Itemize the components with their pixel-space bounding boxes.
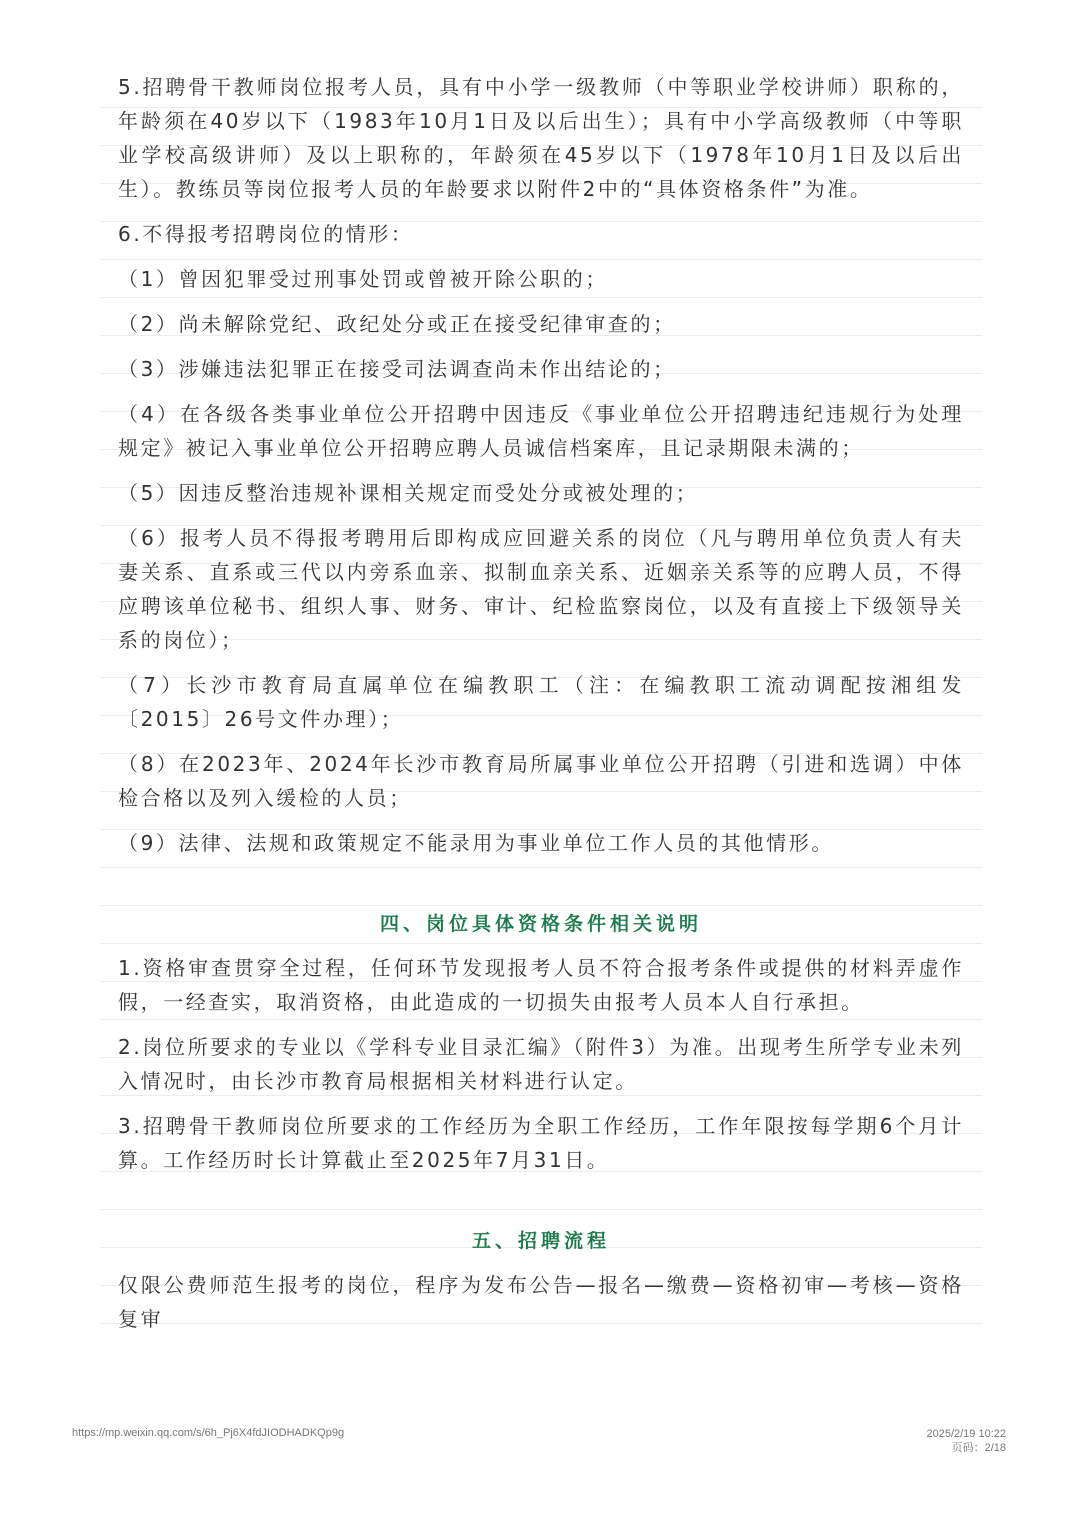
disqualification-intro: 6.不得报考招聘岗位的情形：: [118, 222, 414, 246]
disqualification-item-4: （4）在各级各类事业单位公开招聘中因违反《事业单位公开招聘违纪违规行为处理规定》被记入事业单位公开招聘应聘人员诚信档案库，且记录期限未满的；: [118, 402, 964, 460]
footer-meta: [926, 1427, 1006, 1455]
print-datetime: 2025/2/19 10:22: [926, 1428, 1006, 1440]
article-body: [100, 70, 982, 1347]
source-url[interactable]: https://mp.weixin.qq.com/s/6h_Pj6X4fdJIODHADKQp9g: [72, 1427, 345, 1439]
disqualification-item-2: （2）尚未解除党纪、政纪处分或正在接受纪律审查的；: [118, 312, 676, 336]
section-4-paragraph-1: 1.资格审查贯穿全过程，任何环节发现报考人员不符合报考条件或提供的材料弄虚作假，一经查实，取消资格，由此造成的一切损失由报考人员本人自行承担。: [118, 956, 964, 1014]
age-requirement-paragraph: 5.招聘骨干教师岗位报考人员，具有中小学一级教师（中等职业学校讲师）职称的，年龄须在40岁以下（1983年10月1日及以后出生）；具有中小学高级教师（中等职业学校高级讲师）及以上职称的，年龄须在45岁以下（1978年10月1日及以后出生）。教练员等岗位报考人员的年龄要求以附件2中的“具体资格条件”为准。: [118, 75, 964, 201]
disqualification-item-1: （1）曾因犯罪受过刑事处罚或曾被开除公职的；: [118, 267, 608, 291]
disqualification-item-7: （7）长沙市教育局直属单位在编教职工（注：在编教职工流动调配按湘组发〔2015〕26号文件办理）；: [118, 673, 964, 731]
disqualification-item-6: （6）报考人员不得报考聘用后即构成应回避关系的岗位（凡与聘用单位负责人有夫妻关系、直系或三代以内旁系血亲、拟制血亲关系、近姻亲关系等的应聘人员，不得应聘该单位秘书、组织人事、财务、审计、纪检监察岗位，以及有直接上下级领导关系的岗位）；: [118, 526, 964, 652]
section-5-paragraph-1: 仅限公费师范生报考的岗位，程序为发布公告—报名—缴费—资格初审—考核—资格复审: [118, 1273, 964, 1331]
disqualification-item-9: （9）法律、法规和政策规定不能录用为事业单位工作人员的其他情形。: [118, 831, 834, 855]
section-spacer: [100, 1188, 982, 1224]
section-4-heading: 四、岗位具体资格条件相关说明: [379, 913, 702, 935]
section-4-paragraph-2: 2.岗位所要求的专业以《学科专业目录汇编》（附件3）为准。出现考生所学专业未列入情况时，由长沙市教育局根据相关材料进行认定。: [118, 1035, 964, 1093]
section-5-heading: 五、招聘流程: [471, 1230, 610, 1252]
section-spacer: [100, 871, 982, 907]
page-number: 页码：2/18: [951, 1442, 1006, 1454]
disqualification-item-8: （8）在2023年、2024年长沙市教育局所属事业单位公开招聘（引进和选调）中体检合格以及列入缓检的人员；: [118, 752, 964, 810]
disqualification-item-3: （3）涉嫌违法犯罪正在接受司法调查尚未作出结论的；: [118, 357, 676, 381]
section-4-paragraph-3: 3.招聘骨干教师岗位所要求的工作经历为全职工作经历，工作年限按每学期6个月计算。工作经历时长计算截止至2025年7月31日。: [118, 1114, 964, 1172]
disqualification-item-5: （5）因违反整治违规补课相关规定而受处分或被处理的；: [118, 481, 699, 505]
